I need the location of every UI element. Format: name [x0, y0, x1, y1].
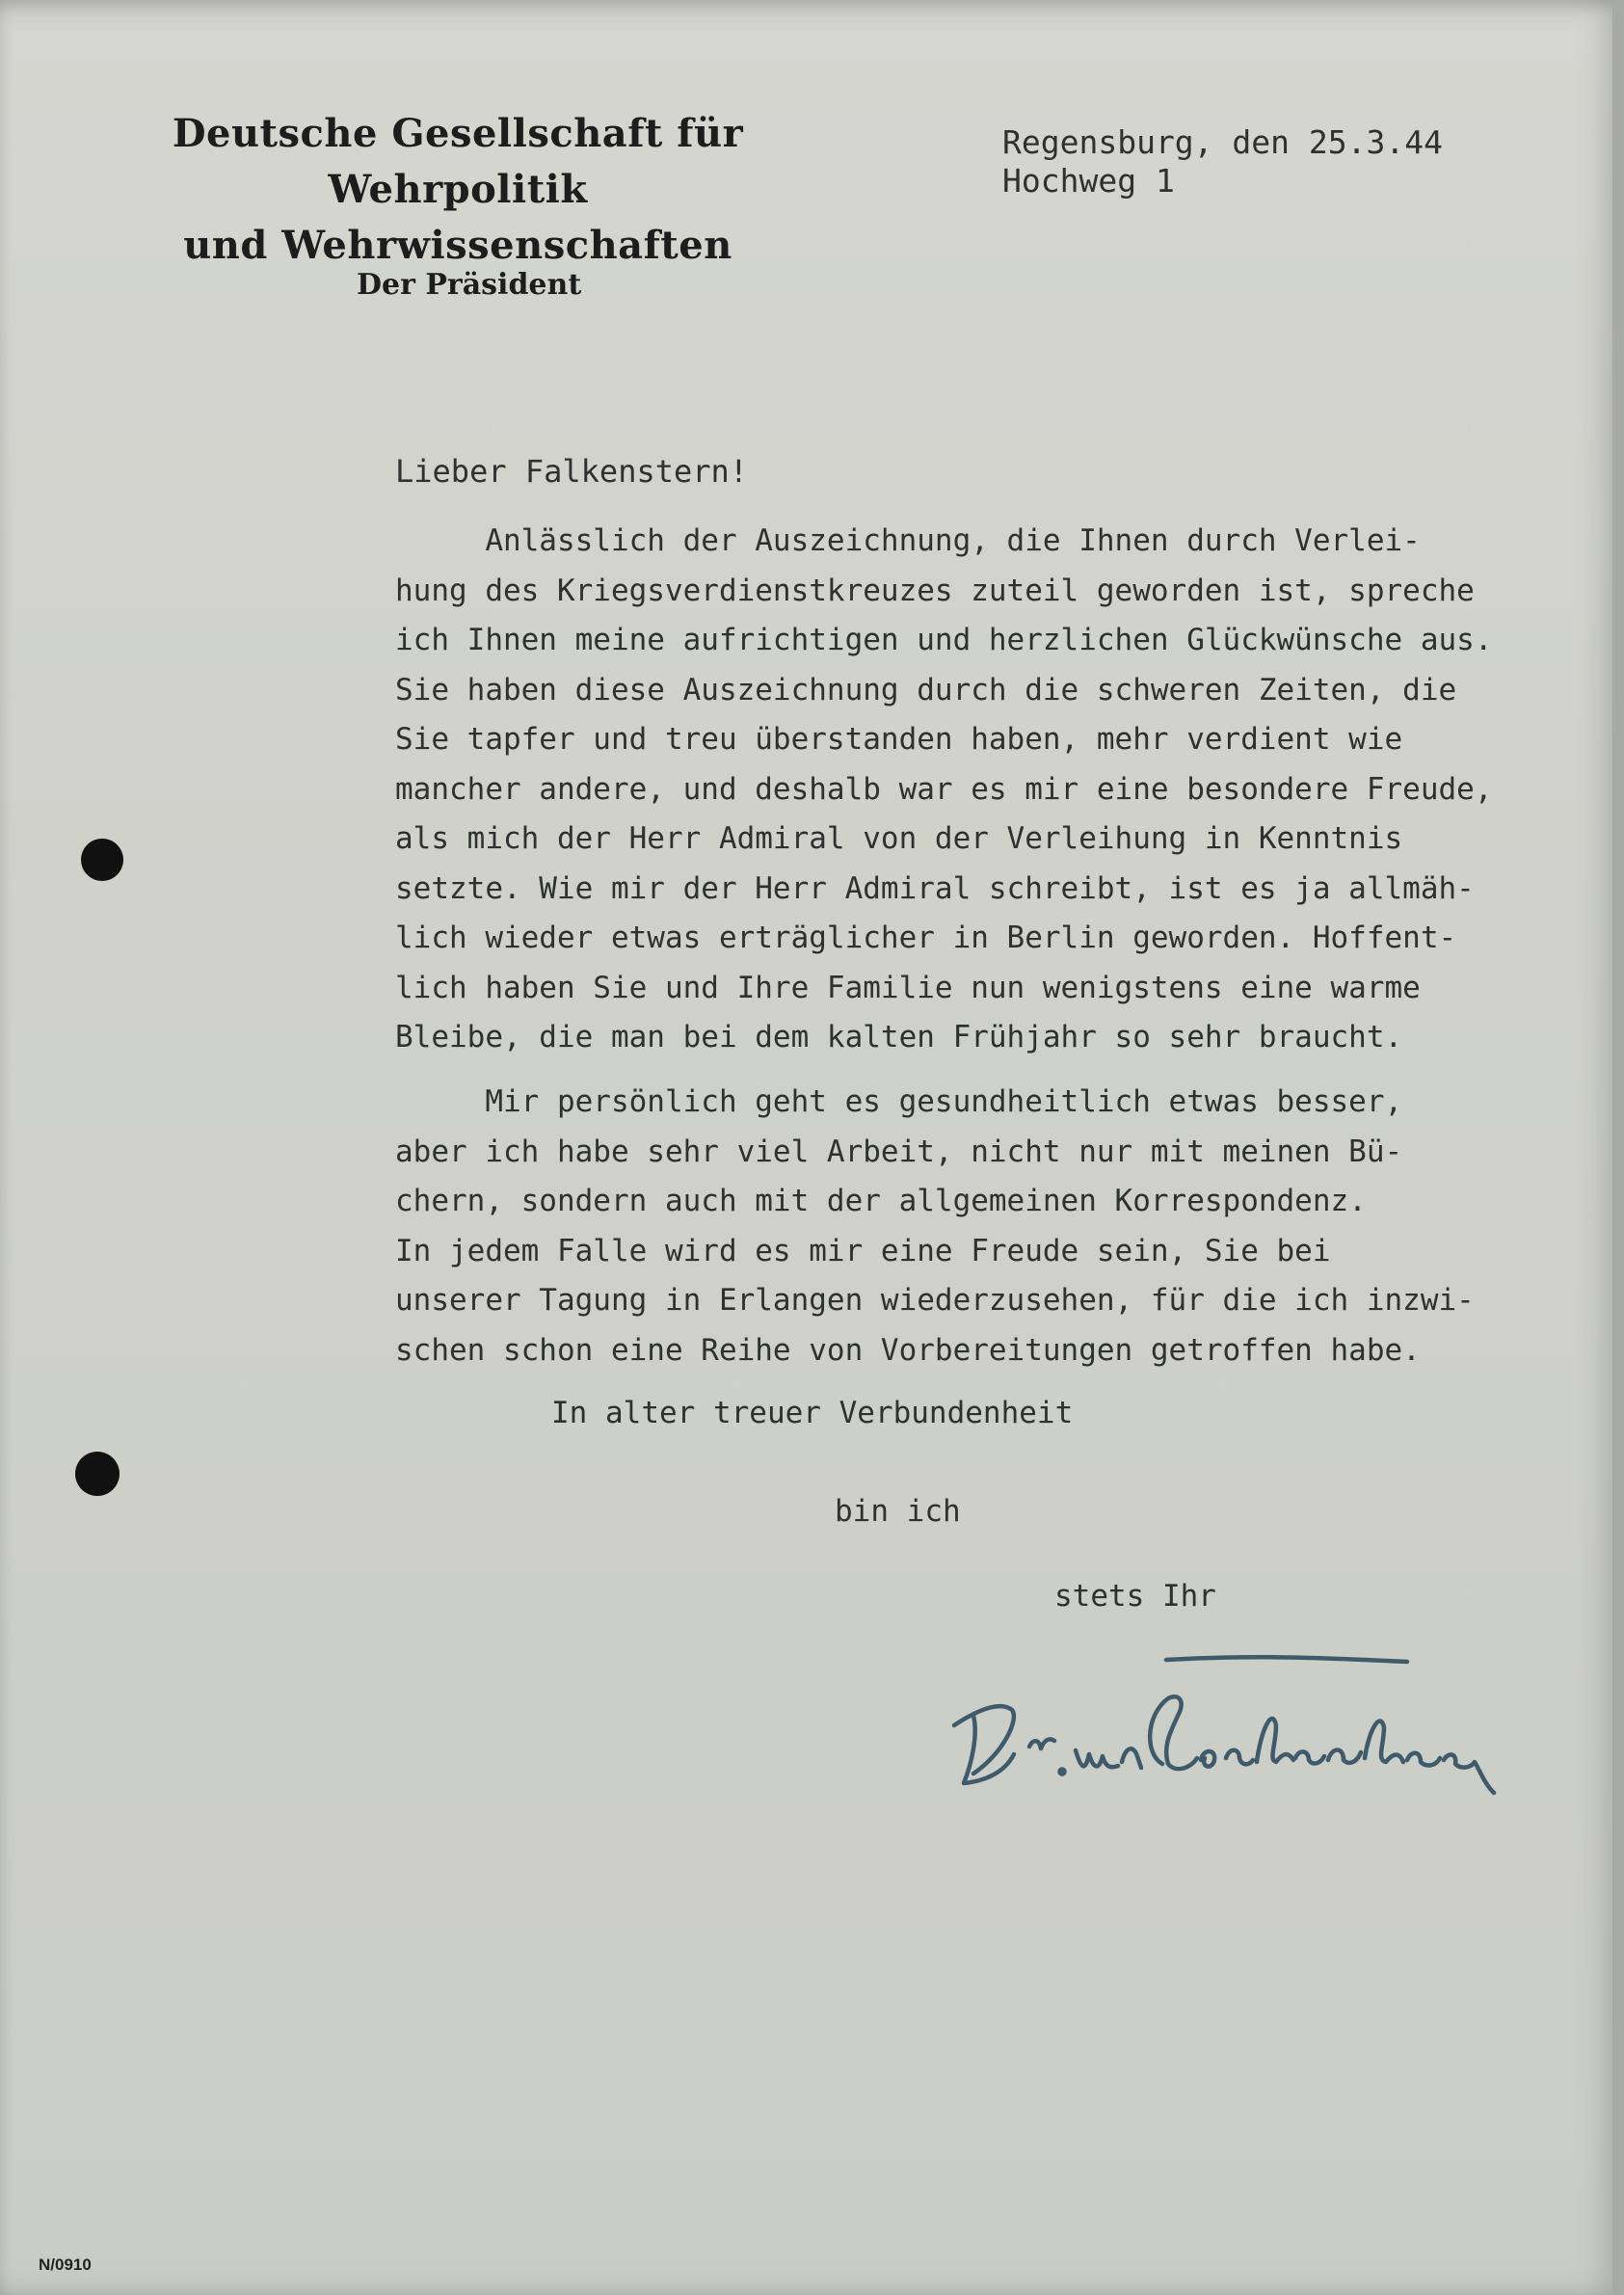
body-line: chern, sondern auch mit der allgemeinen Korrespondenz. [395, 1184, 1367, 1218]
body-line: ich Ihnen meine aufrichtigen und herzlichen Glückwünsche aus. [395, 623, 1493, 657]
body-line: Mir persönlich geht es gesundheitlich etwas besser, [395, 1084, 1403, 1119]
body-line: mancher andere, und deshalb war es mir eine besondere Freude, [395, 771, 1493, 807]
body-line: unserer Tagung in Erlangen wiederzusehen, für die ich inzwi- [395, 1283, 1475, 1318]
body-line: Anlässlich der Auszeichnung, die Ihnen durch Verlei- [395, 523, 1421, 558]
punch-hole [75, 1452, 120, 1496]
letterhead [145, 106, 771, 274]
archive-id: N/0910 [39, 2255, 92, 2274]
body-line: setzte. Wie mir der Herr Admiral schreibt, ist es ja allmäh- [395, 870, 1475, 906]
body-line: In jedem Falle wird es mir eine Freude sein, Sie bei [395, 1233, 1331, 1268]
punch-hole [81, 839, 123, 881]
body-line: lich wieder etwas erträglicher in Berlin geworden. Hoffent- [395, 921, 1457, 955]
body-line: Bleibe, die man bei dem kalten Frühjahr so sehr braucht. [395, 1020, 1403, 1054]
body-line: Sie tapfer und treu überstanden haben, mehr verdient wie [395, 722, 1403, 757]
closing-line-2: bin ich [835, 1494, 961, 1529]
body-line: hung des Kriegsverdienstkreuzes zuteil geworden ist, spreche [395, 573, 1475, 608]
body-line: lich haben Sie und Ihre Familie nun wenigstens eine warme [395, 970, 1421, 1005]
org-name-line1: Deutsche Gesellschaft für Wehrpolitik [172, 111, 744, 212]
place-date: Regensburg, den 25.3.44 [1002, 123, 1443, 161]
closing-line-1: In alter treuer Verbundenheit [551, 1396, 1074, 1430]
address: Hochweg 1 [1002, 162, 1175, 200]
body-line: Sie haben diese Auszeichnung durch die schweren Zeiten, die [395, 672, 1457, 707]
body-line: als mich der Herr Admiral von der Verleihung in Kenntnis [395, 821, 1403, 856]
handwritten-signature [945, 1639, 1542, 1831]
closing-line-3: stets Ihr [1054, 1579, 1216, 1614]
letterhead-role: Der Präsident [357, 268, 582, 302]
salutation: Lieber Falkenstern! [395, 453, 749, 490]
body-paragraph-2 [395, 1078, 1624, 1375]
body-line: aber ich habe sehr viel Arbeit, nicht nur mit meinen Bü- [395, 1134, 1403, 1169]
body-paragraph-1 [395, 517, 1624, 1063]
org-name-line2: und Wehrwissenschaften [183, 223, 732, 268]
place-date-block [1002, 123, 1443, 200]
body-line: schen schon eine Reihe von Vorbereitungen getroffen habe. [395, 1332, 1421, 1368]
